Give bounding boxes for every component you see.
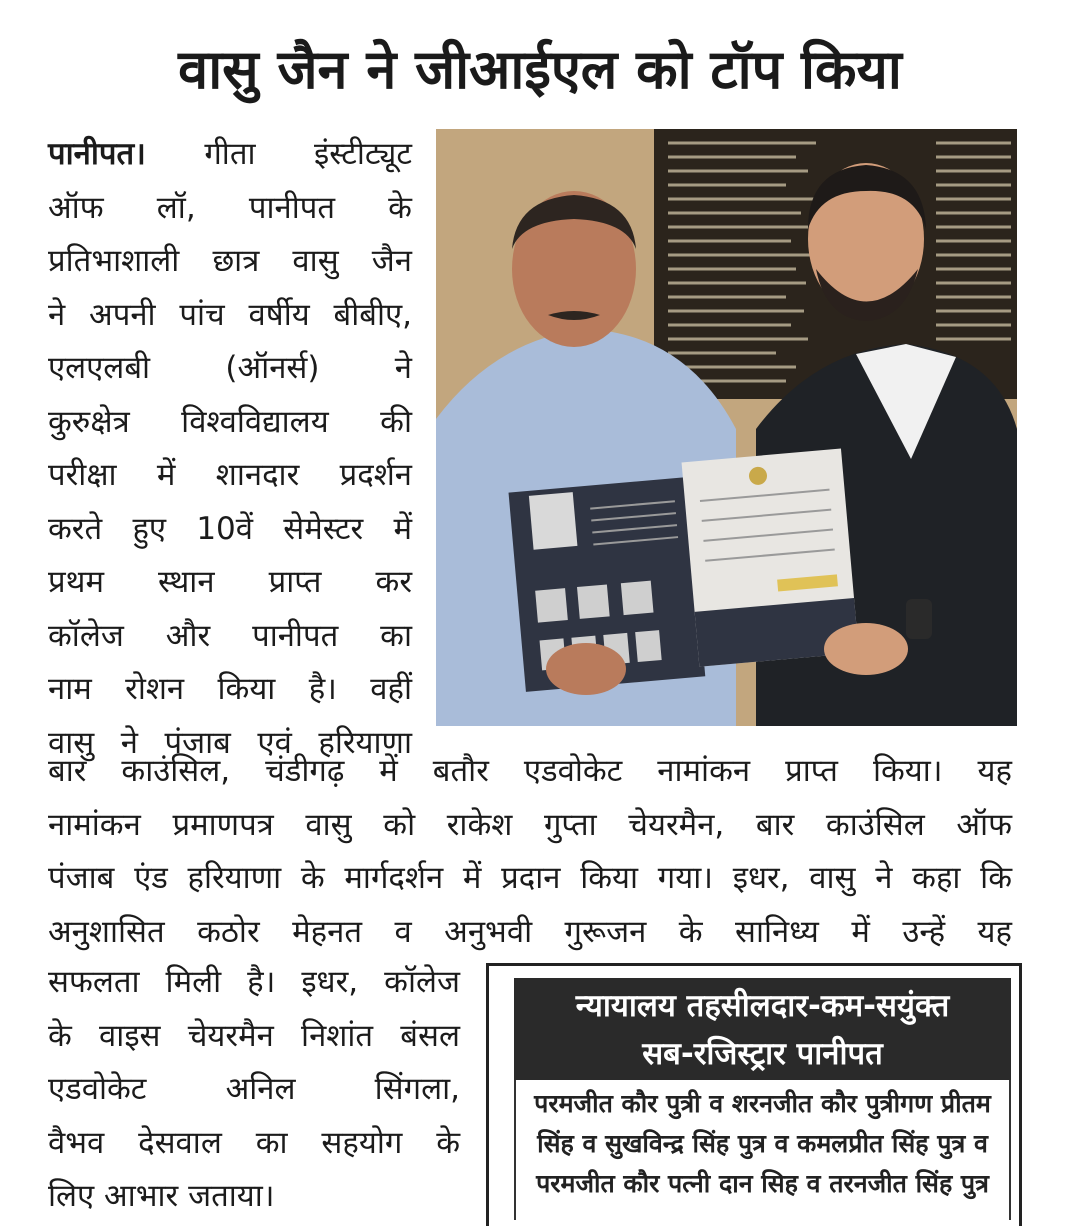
article-line: ने अपनी पांच वर्षीय बीबीए, (48, 296, 412, 333)
article-line: पानीपत। गीता इंस्टीट्यूट (48, 136, 413, 172)
article-line: बार काउंसिल, चंडीगढ़ में बतौर एडवोकेट नामांकन प्राप्त किया। यह (48, 753, 1012, 789)
notice-body (514, 1080, 1011, 1220)
article-bottom-left (48, 956, 460, 1224)
article-line: ऑफ लॉ, पानीपत के (48, 189, 412, 226)
article-line: एडवोकेट अनिल सिंगला, (48, 1071, 460, 1107)
article-line: अनुशासित कठोर मेहनत व अनुभवी गुरूजन के सानिध्य में उन्हें यह (48, 913, 1012, 950)
notice-line: सिंह व सुखविन्द्र सिंह पुत्र व कमलप्रीत सिंह पुत्र व (537, 1129, 988, 1158)
article-line: नामांकन प्रमाणपत्र वासु को राकेश गुप्ता चेयरमैन, बार काउंसिल ऑफ (48, 806, 1012, 843)
article-line: प्रथम स्थान प्राप्त कर (48, 564, 412, 600)
article-line: वासु ने पंजाब एवं हरियाणा (48, 724, 412, 761)
notice-header (514, 978, 1011, 1080)
article-line: सफलता मिली है। इधर, कॉलेज (48, 964, 460, 1000)
dateline: पानीपत। (48, 136, 146, 172)
article-line: प्रतिभाशाली छात्र वासु जैन (48, 243, 412, 279)
photo-illustration (436, 129, 1017, 726)
article-line: एलएलबी (ऑनर्स) ने (48, 350, 412, 386)
headline: वासु जैन ने जीआईएल को टॉप किया (178, 38, 902, 101)
article-full-width (48, 745, 1012, 959)
article-line: करते हुए 10वें सेमेस्टर में (48, 510, 412, 547)
article-line: लिए आभार जताया। (48, 1178, 275, 1214)
news-photo (436, 129, 1017, 726)
notice-line: परमजीत कौर पुत्री व शरनजीत कौर पुत्रीगण प्रीतम (534, 1089, 991, 1118)
article-line: के वाइस चेयरमैन निशांत बंसल (48, 1017, 460, 1054)
article-line: वैभव देसवाल का सहयोग के (48, 1124, 460, 1161)
article-line: कॉलेज और पानीपत का (48, 617, 412, 654)
article-line: नाम रोशन किया है। वहीं (48, 671, 412, 707)
article-left-column (48, 128, 412, 770)
notice-line: परमजीत कौर पत्नी दान सिह व तरनजीत सिंह पुत्र (536, 1169, 989, 1198)
article-line: पंजाब एंड हरियाणा के मार्गदर्शन में प्रदान किया गया। इधर, वासु ने कहा कि (48, 860, 1012, 896)
notice-title-line: सब-रजिस्ट्रार पानीपत (642, 1036, 883, 1072)
notice-title-line: न्यायालय तहसीलदार-कम-सयुंक्त (575, 988, 950, 1024)
article-line: परीक्षा में शानदार प्रदर्शन (48, 457, 412, 493)
article-line: कुरुक्षेत्र विश्वविद्यालय की (48, 403, 412, 440)
